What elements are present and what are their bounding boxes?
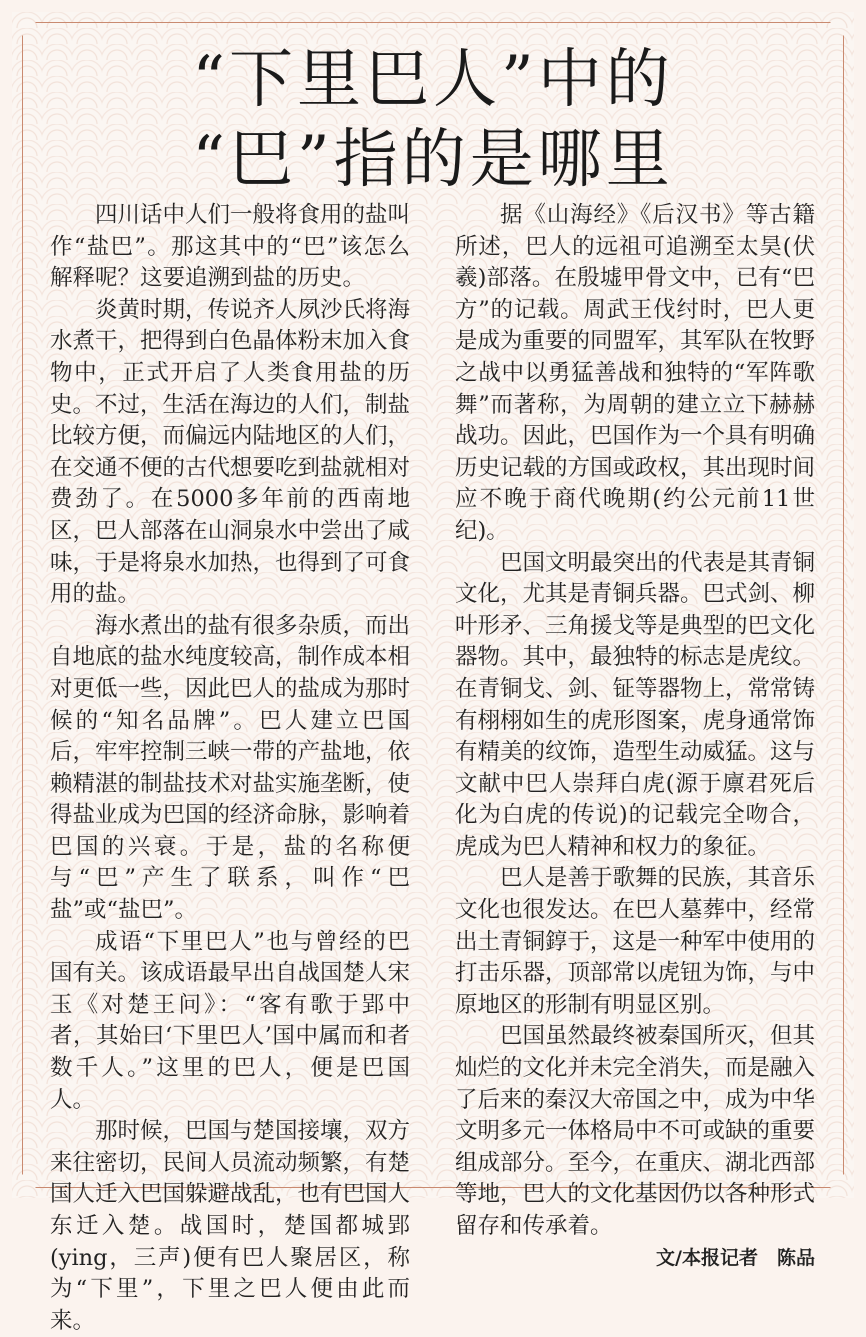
paragraph: 那时候，巴国与楚国接壤，双方来往密切，民间人员流动频繁，有楚国人迁入巴国躲避战乱，也有巴国人东迁入楚。战国时，楚国都城郢(ying，三声)便有巴人聚居区，称为“下里”，下里之巴人便由此而来。 — [50, 1118, 411, 1334]
title-line-2: “巴”指的是哪里 — [192, 123, 674, 197]
right-column — [455, 200, 815, 1274]
paragraph: 四川话中人们一般将食用的盐叫作“盐巴”。那这其中的“巴”该怎么解释呢？这要追溯到盐的历史。 — [50, 202, 411, 292]
paragraph: 海水煮出的盐有很多杂质，而出自地底的盐水纯度较高，制作成本相对更低一些，因此巴人的盐成为那时候的“知名品牌”。巴人建立巴国后，牢牢控制三峡一带的产盐地，依赖精湛的制盐技术对盐实施垄断，使得盐业成为巴国的经济命脉，影响着巴国的兴衰。于是，盐的名称便与“巴”产生了联系，叫作“巴盐”或“盐巴”。 — [50, 612, 411, 924]
title-line-1: “下里巴人”中的 — [192, 43, 674, 117]
paragraph-with-byline — [455, 1021, 816, 1269]
paragraph: 炎黄时期，传说齐人夙沙氏将海水煮干，把得到白色晶体粉末加入食物中，正式开启了人类食用盐的历史。不过，生活在海边的人们，制盐比较方便，而偏远内陆地区的人们，在交通不便的古代想要吃到盐就相对费劲了。在5000多年前的西南地区，巴人部落在山洞泉水中尝出了咸味，于是将泉水加热，也得到了可食用的盐。 — [50, 296, 411, 608]
paragraph: 巴人是善于歌舞的民族，其音乐文化也很发达。在巴人墓葬中，经常出土青铜錞于，这是一种军中使用的打击乐器，顶部常以虎钮为饰，与中原地区的形制有明显区别。 — [455, 865, 816, 1018]
paragraph: 据《山海经》《后汉书》等古籍所述，巴人的远祖可追溯至太昊(伏羲)部落。在殷墟甲骨文中，已有“巴方”的记载。周武王伐纣时，巴人更是成为重要的同盟军，其军队在牧野之战中以勇猛善战和独特的“军阵歌舞”而著称，为周朝的建立立下赫赫战功。因此，巴国作为一个具有明确历史记载的方国或政权，其出现时间应不晚于商代晚期(约公元前11世纪)。 — [455, 202, 816, 544]
paragraph: 巴国虽然最终被秦国所灭，但其灿烂的文化并未完全消失，而是融入了后来的秦汉大帝国之中，成为中华文明多元一体格局中不可或缺的重要组成部分。至今，在重庆、湖北西部等地，巴人的文化基因仍以各种形式留存和传承着。 — [455, 1023, 816, 1239]
left-column — [50, 200, 410, 1337]
paragraph: 成语“下里巴人”也与曾经的巴国有关。该成语最早出自战国楚人宋玉《对楚王问》：“客有歌于郢中者，其始曰‘下里巴人’国中属而和者数千人。”这里的巴人，便是巴国人。 — [50, 928, 411, 1113]
byline: 文/本报记者 陈品 — [656, 1246, 815, 1269]
article-title — [0, 40, 866, 200]
paragraph: 巴国文明最突出的代表是其青铜文化，尤其是青铜兵器。巴式剑、柳叶形矛、三角援戈等是典型的巴文化器物。其中，最独特的标志是虎纹。在青铜戈、剑、钲等器物上，常常铸有栩栩如生的虎形图案，虎身通常饰有精美的纹饰，造型生动威猛。这与文献中巴人崇拜白虎(源于廪君死后化为白虎的传说)的记载完全吻合，虎成为巴人精神和权力的象征。 — [455, 549, 816, 860]
